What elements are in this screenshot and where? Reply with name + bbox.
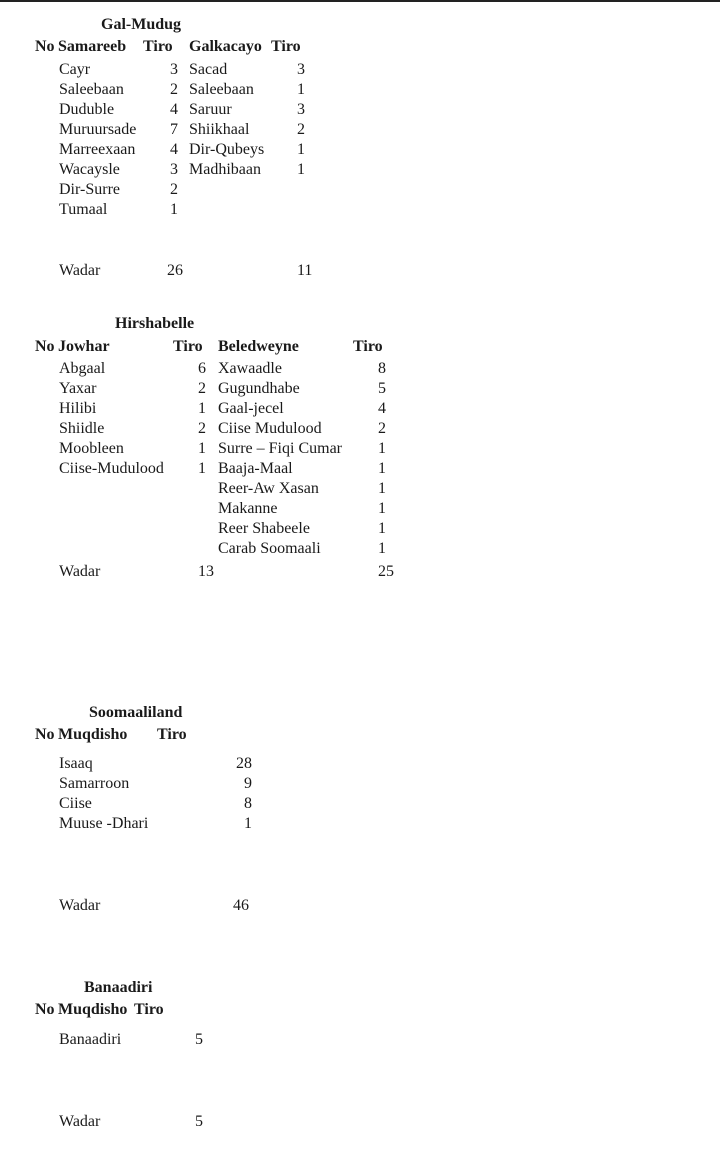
header-galkacayo: Galkacayo xyxy=(189,38,262,55)
header-tiro: Tiro xyxy=(173,338,203,355)
cell-tiro: 1 xyxy=(378,520,386,537)
cell-name: Wacaysle xyxy=(59,161,120,178)
total-galkacayo: 11 xyxy=(297,262,313,279)
cell-name: Shiikhaal xyxy=(189,121,250,138)
header-muqdisho: Muqdisho xyxy=(58,726,128,743)
cell-name: Abgaal xyxy=(59,360,106,377)
cell-tiro: 1 xyxy=(297,161,305,178)
cell-name: Marreexaan xyxy=(59,141,136,158)
cell-tiro: 9 xyxy=(244,775,252,792)
cell-tiro: 3 xyxy=(170,161,178,178)
cell-tiro: 8 xyxy=(378,360,386,377)
cell-name: Gaal-jecel xyxy=(218,400,284,417)
cell-tiro: 2 xyxy=(170,81,178,98)
cell-tiro: 2 xyxy=(198,380,206,397)
header-muqdisho: Muqdisho xyxy=(58,1001,128,1018)
header-tiro: Tiro xyxy=(143,38,173,55)
header-tiro: Tiro xyxy=(157,726,187,743)
cell-name: Duduble xyxy=(59,101,115,118)
cell-name: Surre – Fiqi Cumar xyxy=(218,440,342,457)
cell-tiro: 2 xyxy=(198,420,206,437)
cell-name: Muuse -Dhari xyxy=(59,815,149,832)
total-jowhar: 13 xyxy=(198,563,214,580)
header-samareeb: Samareeb xyxy=(58,38,127,55)
cell-tiro: 1 xyxy=(378,460,386,477)
cell-name: Reer-Aw Xasan xyxy=(218,480,319,497)
header-no: No xyxy=(35,726,55,743)
cell-name: Banaadiri xyxy=(59,1031,122,1048)
cell-tiro: 8 xyxy=(244,795,252,812)
cell-name: Ciise xyxy=(59,795,92,812)
cell-tiro: 5 xyxy=(378,380,386,397)
cell-tiro: 1 xyxy=(198,440,206,457)
cell-name: Cayr xyxy=(59,61,91,78)
header-tiro: Tiro xyxy=(271,38,301,55)
cell-tiro: 1 xyxy=(378,480,386,497)
cell-tiro: 4 xyxy=(378,400,386,417)
cell-tiro: 2 xyxy=(378,420,386,437)
cell-name: Sacad xyxy=(189,61,228,78)
cell-name: Gugundhabe xyxy=(218,380,300,397)
cell-name: Saleebaan xyxy=(189,81,254,98)
cell-tiro: 1 xyxy=(378,500,386,517)
cell-tiro: 2 xyxy=(170,181,178,198)
cell-name: Muruursade xyxy=(59,121,137,138)
header-beledweyne: Beledweyne xyxy=(218,338,299,355)
cell-name: Hilibi xyxy=(59,400,97,417)
total-muqdisho: 46 xyxy=(233,897,249,914)
cell-tiro: 1 xyxy=(198,400,206,417)
cell-name: Madhibaan xyxy=(189,161,261,178)
cell-name: Ciise Mudulood xyxy=(218,420,322,437)
cell-tiro: 3 xyxy=(170,61,178,78)
cell-name: Saleebaan xyxy=(59,81,124,98)
total-label: Wadar xyxy=(59,262,101,279)
cell-name: Shiidle xyxy=(59,420,105,437)
header-tiro: Tiro xyxy=(134,1001,164,1018)
total-samareeb: 26 xyxy=(167,262,183,279)
cell-name: Carab Soomaali xyxy=(218,540,321,557)
section-title: Hirshabelle xyxy=(115,315,195,332)
total-label: Wadar xyxy=(59,1113,101,1130)
cell-tiro: 1 xyxy=(297,81,305,98)
cell-tiro: 5 xyxy=(195,1031,203,1048)
header-no: No xyxy=(35,38,55,55)
header-jowhar: Jowhar xyxy=(58,338,110,355)
cell-tiro: 4 xyxy=(170,101,178,118)
cell-tiro: 1 xyxy=(244,815,252,832)
cell-name: Dir-Surre xyxy=(59,181,120,198)
cell-name: Makanne xyxy=(218,500,278,517)
cell-name: Samarroon xyxy=(59,775,130,792)
total-label: Wadar xyxy=(59,563,101,580)
section-title: Banaadiri xyxy=(84,979,153,996)
header-tiro: Tiro xyxy=(353,338,383,355)
header-no: No xyxy=(35,1001,55,1018)
section-title: Gal-Mudug xyxy=(101,16,182,33)
total-beledweyne: 25 xyxy=(378,563,394,580)
header-no: No xyxy=(35,338,55,355)
cell-name: Ciise-Mudulood xyxy=(59,460,164,477)
cell-tiro: 1 xyxy=(378,440,386,457)
cell-tiro: 6 xyxy=(198,360,206,377)
cell-name: Xawaadle xyxy=(218,360,282,377)
cell-tiro: 1 xyxy=(170,201,178,218)
cell-tiro: 3 xyxy=(297,61,305,78)
total-label: Wadar xyxy=(59,897,101,914)
cell-name: Baaja-Maal xyxy=(218,460,293,477)
cell-name: Tumaal xyxy=(59,201,108,218)
cell-tiro: 1 xyxy=(378,540,386,557)
cell-tiro: 4 xyxy=(170,141,178,158)
cell-name: Saruur xyxy=(189,101,232,118)
cell-name: Isaaq xyxy=(59,755,93,772)
total-muqdisho: 5 xyxy=(195,1113,203,1130)
top-border-line xyxy=(0,0,720,2)
cell-tiro: 1 xyxy=(198,460,206,477)
cell-tiro: 1 xyxy=(297,141,305,158)
cell-name: Yaxar xyxy=(59,380,97,397)
section-title: Soomaaliland xyxy=(89,704,183,721)
cell-name: Moobleen xyxy=(59,440,124,457)
cell-tiro: 2 xyxy=(297,121,305,138)
cell-name: Dir-Qubeys xyxy=(189,141,265,158)
cell-tiro: 28 xyxy=(236,755,252,772)
cell-tiro: 7 xyxy=(170,121,178,138)
cell-tiro: 3 xyxy=(297,101,305,118)
cell-name: Reer Shabeele xyxy=(218,520,310,537)
